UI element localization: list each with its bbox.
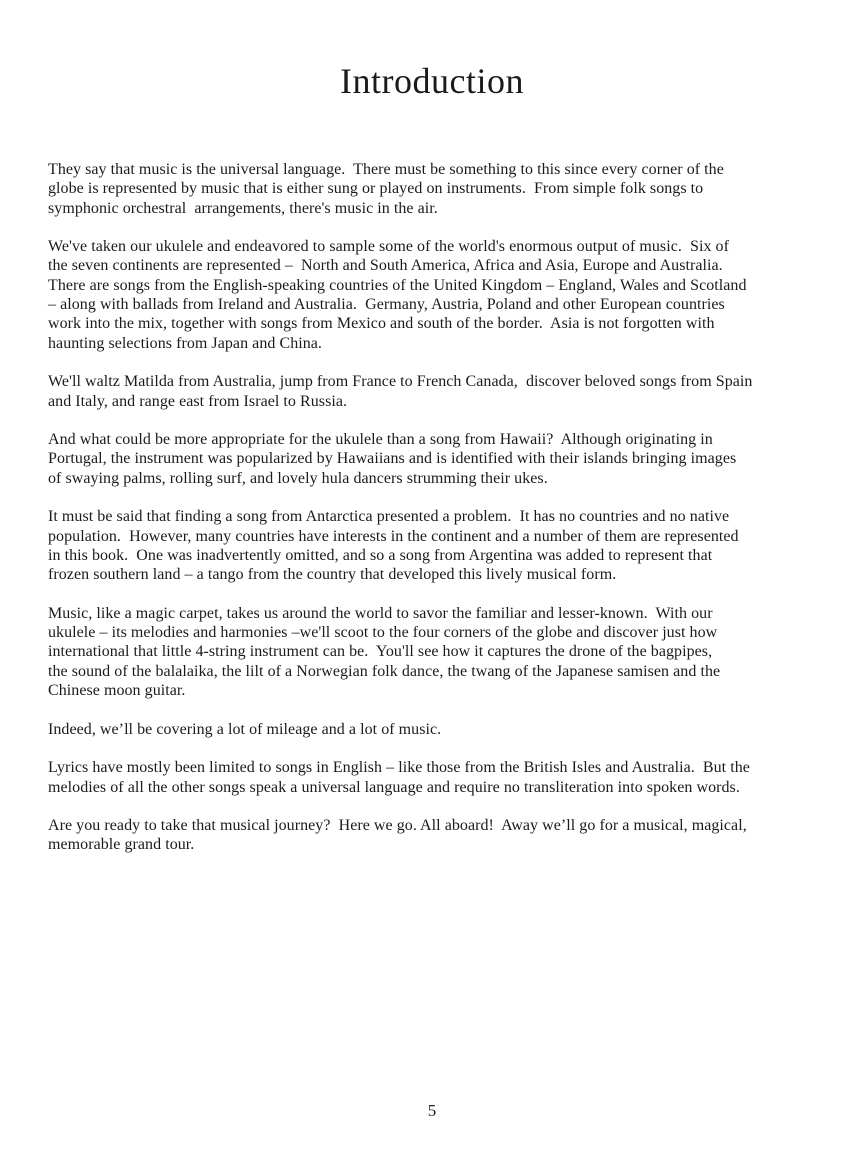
- text-line: melodies of all the other songs speak a universal language and require no transliteration into spoken words.: [48, 778, 740, 796]
- text-line: We've taken our ukulele and endeavored to sample some of the world's enormous output of music. Six of: [48, 238, 729, 256]
- paragraph: [48, 372, 820, 411]
- text-line: They say that music is the universal language. There must be something to this since every corner of the: [48, 161, 724, 178]
- text-line: symphonic orchestral arrangements, there's music in the air.: [48, 199, 438, 217]
- text-line: in this book. One was inadvertently omitted, and so a song from Argentina was added to represent that: [48, 546, 713, 564]
- paragraph: [48, 758, 820, 797]
- page-body: [48, 160, 820, 874]
- text-line: and Italy, and range east from Israel to Russia.: [48, 392, 348, 410]
- paragraph: [48, 720, 820, 739]
- text-line: Are you ready to take that musical journey? Here we go. All aboard! Away we’ll go for a musical, magical,: [48, 817, 747, 835]
- page-number: 5: [427, 1101, 437, 1120]
- text-line: work into the mix, together with songs from Mexico and south of the border. Asia is not forgotten with: [48, 315, 715, 333]
- paragraph: [48, 604, 820, 700]
- text-line: globe is represented by music that is either sung or played on instruments. From simple folk songs to: [48, 180, 704, 198]
- text-line: haunting selections from Japan and China.: [48, 334, 322, 352]
- paragraph: [48, 430, 820, 488]
- paragraph: [48, 507, 820, 584]
- text-line: Lyrics have mostly been limited to songs in English – like those from the British Isles and Australia. But the: [48, 759, 750, 777]
- text-line: population. However, many countries have interests in the continent and a number of them are represented: [48, 527, 739, 545]
- paragraph: [48, 237, 820, 353]
- text-line: Portugal, the instrument was popularized by Hawaiians and is identified with their islands bringing images: [48, 450, 737, 468]
- paragraph: [48, 816, 820, 855]
- text-line: the seven continents are represented – North and South America, Africa and Asia, Europe and Australia.: [48, 257, 723, 275]
- text-line: Music, like a magic carpet, takes us around the world to savor the familiar and lesser-known. With our: [48, 604, 713, 622]
- page-title: Introduction: [340, 61, 524, 101]
- text-line: It must be said that finding a song from Antarctica presented a problem. It has no countries and no native: [48, 508, 730, 526]
- text-line: the sound of the balalaika, the lilt of a Norwegian folk dance, the twang of the Japanese samisen and the: [48, 662, 721, 680]
- paragraph: [48, 160, 820, 218]
- text-line: And what could be more appropriate for the ukulele than a song from Hawaii? Although originating in: [48, 431, 713, 449]
- text-line: ukulele – its melodies and harmonies –we'll scoot to the four corners of the globe and discover just how: [48, 624, 718, 642]
- text-line: of swaying palms, rolling surf, and lovely hula dancers strumming their ukes.: [48, 469, 548, 487]
- text-line: international that little 4-string instrument can be. You'll see how it captures the drone of the bagpipes,: [48, 643, 713, 661]
- text-line: We'll waltz Matilda from Australia, jump from France to French Canada, discover beloved songs from Spain: [48, 373, 753, 391]
- text-line: frozen southern land – a tango from the country that developed this lively musical form.: [48, 566, 617, 584]
- text-line: memorable grand tour.: [48, 836, 195, 854]
- text-line: Chinese moon guitar.: [48, 682, 186, 700]
- text-line: There are songs from the English-speaking countries of the United Kingdom – England, Wales and Scotland: [48, 276, 747, 294]
- text-line: Indeed, we’ll be covering a lot of mileage and a lot of music.: [48, 720, 442, 738]
- text-line: – along with ballads from Ireland and Australia. Germany, Austria, Poland and other European countries: [48, 296, 725, 314]
